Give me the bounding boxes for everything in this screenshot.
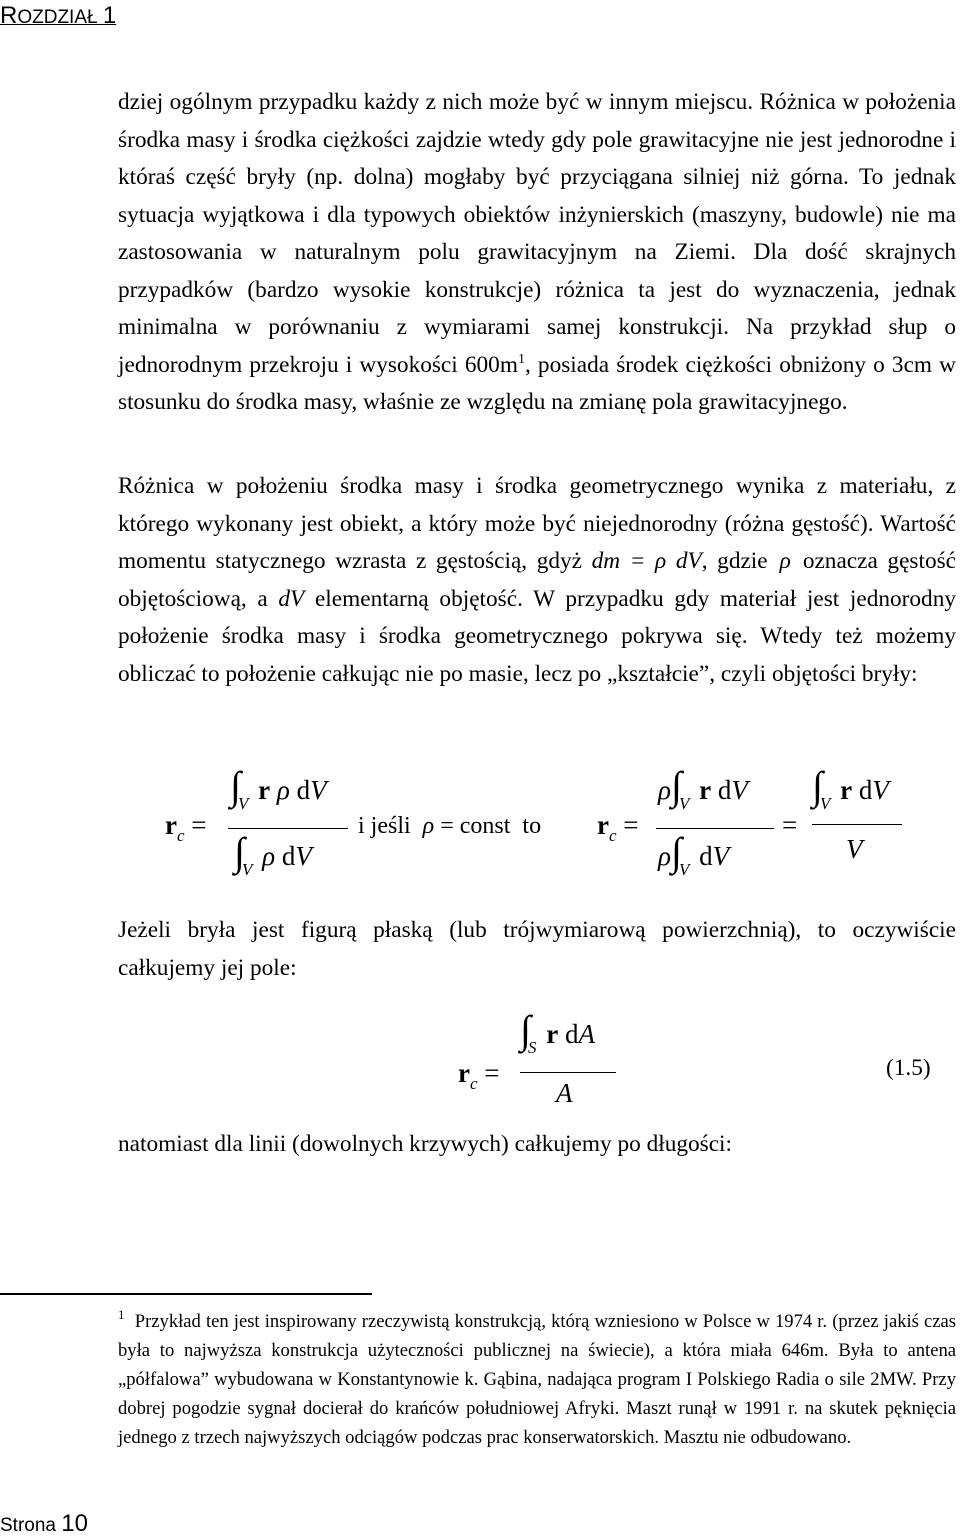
eq1-fraction-bar	[228, 828, 348, 829]
eq2-denominator: $\rho\int_V$ dV	[658, 829, 730, 879]
eq1-numerator: $\int_V$ r ρ dV	[230, 763, 327, 813]
dv-symbol: dV	[278, 585, 305, 612]
chapter-initial: R	[0, 2, 18, 29]
eq-condition: i jeśli ρ = const to	[358, 813, 542, 839]
paragraph-1	[118, 84, 956, 422]
eq-lhs: $r_c$ =	[165, 810, 207, 845]
paragraph-2-part4: elementarną objętość. W przypadku gdy materiał jest jednorodny położenie środka masy i środka geometrycznego pokrywa się. Wtedy też możemy obliczać to położenie całkując nie po masie, lecz po „kształcie”, czyli objętości bryły:	[118, 585, 956, 687]
eq3-denominator: V	[846, 834, 863, 864]
page-label: Strona	[0, 1515, 56, 1536]
paragraph-2-part3: oznacza gęstość objętościową, a	[118, 548, 957, 612]
inline-formula-dm: dm = ρ dV	[591, 548, 702, 574]
eq15-fraction-bar	[520, 1072, 616, 1073]
paragraph-1-text: dziej ogólnym przypadku każdy z nich może być w innym miejscu. Różnica w położenia środka masy i środka ciężkości zajdzie wtedy gdy pole grawitacyjne nie jest jednorodne i któraś część bryły (np. dolna) mogłaby być przyciągana silniej niż górna. To jednak sytuacja wyjątkowa i dla typowych obiektów inżynierskich (maszyny, budowle) nie ma zastosowania w naturalnym polu grawitacyjnym na Ziemi. Dla dość skrajnych przypadków (bardzo wysokie konstrukcje) różnica ta jest do wyznaczenia, jednak minimalna w porównaniu z wymiarami samej konstrukcji. Na przykład słup o jednorodnym przekroju i wysokości 600m	[118, 89, 956, 378]
paragraph-1-text-after: , posiada środek ciężkości obniżony o 3cm w stosunku do środka masy, właśnie ze względu na zmianę pola grawitacyjnego.	[118, 351, 956, 415]
chapter-word: OZDZIAŁ	[17, 7, 98, 28]
paragraph-2-block	[118, 468, 956, 693]
page-number: 10	[61, 1510, 88, 1537]
eq3-numerator: $\int_V$ r dV	[812, 763, 889, 813]
eq15-numerator: $\int_S$ r dA	[520, 1007, 595, 1057]
footnote-separator	[0, 1293, 372, 1295]
eq15-denominator: A	[556, 1078, 573, 1108]
eq-equals-3: =	[782, 810, 798, 840]
paragraph-3-block	[118, 912, 956, 987]
equation-number: (1.5)	[886, 1055, 931, 1081]
footnote-text: Przykład ten jest inspirowany rzeczywistą konstrukcją, którą wzniesiono w Polsce w 1974 r. (przez jakiś czas była to najwyższa konstrukcja użyteczności publicznej na świecie), a która miała 646m. Była to antena „półfalowa” wybudowana w Konstantynowie k. Gąbina, nadająca program I Polskiego Radia o sile 2MW. Przy dobrej pogodzie sygnał docierał do krańców południowej Afryki. Maszt runął w 1991 r. na skutek pęknięcia jednego z trzech najwyższych odciągów podczas prac konserwatorskich. Masztu nie odbudowano.	[118, 1311, 956, 1448]
paragraph-4-block	[118, 1126, 956, 1164]
eq15-lhs: $r_c$ =	[458, 1058, 500, 1093]
chapter-header	[0, 2, 116, 30]
paragraph-3: Jeżeli bryła jest figurą płaską (lub trójwymiarową powierzchnią), to oczywiście całkujemy jej pole:	[118, 917, 956, 981]
eq3-fraction-bar	[812, 824, 902, 825]
paragraph-2-part1: Różnica w położeniu środka masy i środka geometrycznego wynika z materiału, z którego wykonany jest obiekt, a który może być niejednorodny (różna gęstość). Wartość momentu statycznego wzrasta z gęstością, gdyż	[118, 473, 956, 574]
paragraph-4: natomiast dla linii (dowolnych krzywych) całkujemy po długości:	[118, 1131, 733, 1157]
chapter-number: 1	[102, 2, 117, 29]
eq-lhs-2: $r_c$ =	[597, 810, 639, 845]
paragraph-2-part2: , gdzie	[701, 548, 768, 574]
paragraph-1-block	[118, 84, 956, 422]
eq2-numerator: $\rho\int_V$ r dV	[658, 763, 748, 813]
rho-symbol: ρ	[779, 548, 791, 574]
paragraph-2	[118, 468, 956, 693]
footnote	[118, 1307, 956, 1452]
footnote-mark: 1	[118, 1307, 125, 1322]
page-footer	[0, 1510, 88, 1538]
footnote-ref[interactable]: 1	[517, 351, 525, 367]
eq1-denominator: $\int_V$ ρ dV	[234, 829, 312, 879]
